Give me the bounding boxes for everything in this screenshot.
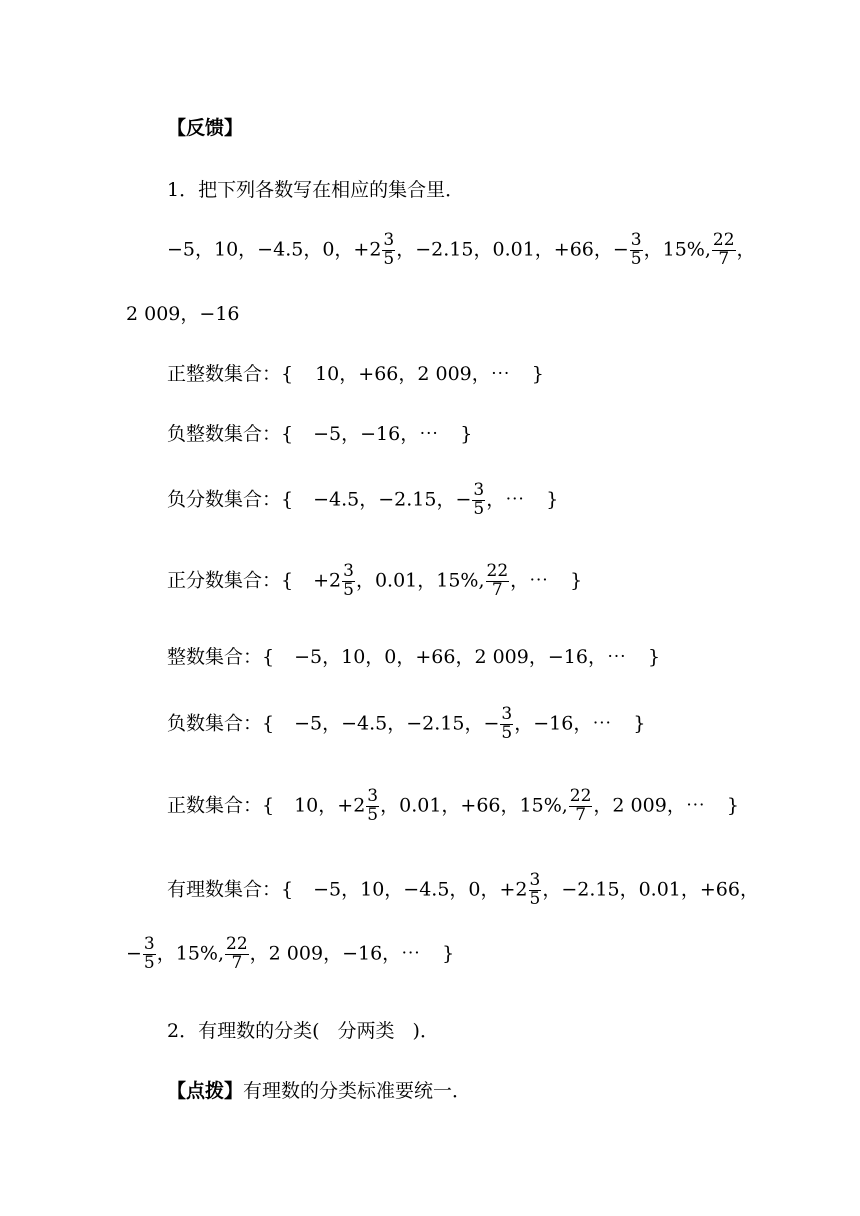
denominator: 5 [383,248,395,269]
set-content: ，0.01，+66，15%, [380,794,568,817]
numerator: 22 [712,230,735,250]
fraction [342,563,355,600]
denominator: 5 [343,579,354,600]
set-close: } [460,423,473,445]
fraction [366,788,379,825]
set-content: ，⋯ [486,488,525,511]
numerator: 3 [367,786,379,806]
set-close: } [726,794,739,817]
denominator: 7 [491,579,503,600]
set-positive-integers [167,365,544,384]
denominator: 5 [501,722,513,743]
numerator: 22 [486,561,509,581]
set-content: −5，10，−4.5，0，+2 [313,878,528,901]
list-text: ， [736,238,756,261]
denominator: 5 [630,248,642,269]
question-2-text: 2．有理数的分类( [167,1020,320,1042]
tip-text: 有理数的分类标准要统一． [243,1080,472,1102]
question-2 [167,1022,439,1041]
list-text: ，−2.15，0.01，+66，− [396,238,629,261]
set-content: −5，10，0，+66，2 009，−16，⋯ [294,646,626,668]
number-list-line-1 [167,232,756,269]
set-content: ，−2.15，0.01，+66， [542,878,759,901]
fraction [225,936,249,973]
numerator: 3 [630,230,642,250]
set-content: ，2 009，−16，⋯ [249,942,421,965]
tip [167,1082,471,1101]
answer-blank: 分两类 [337,1020,395,1042]
number-list-line-2: 2 009，−16 [126,303,240,325]
set-content: ，0.01，15%, [355,569,485,592]
set-close: } [531,363,544,385]
set-label: 正分数集合：{ [167,569,294,592]
denominator: 5 [473,498,485,519]
set-integers [167,648,660,667]
set-label: 整数集合：{ [167,646,275,668]
fraction [143,936,156,973]
set-close: } [647,646,661,668]
list-text: ，15%, [643,238,711,261]
denominator: 5 [367,804,379,825]
set-label: 正数集合：{ [167,794,275,817]
set-positives [167,788,739,825]
set-content: +2 [313,569,342,592]
set-label: 负分数集合：{ [167,488,294,511]
set-close: } [546,488,559,511]
set-content: ，⋯ [510,569,549,592]
fraction [529,872,542,909]
fraction [630,232,643,269]
numerator: 22 [226,934,248,954]
set-close: } [570,569,583,592]
set-close: } [633,712,646,735]
set-negatives [167,706,645,743]
set-content: ，2 009，⋯ [593,794,705,817]
question-2-close: )． [412,1020,439,1042]
fraction [486,563,510,600]
set-content: − [126,942,142,965]
set-rationals-line-2 [126,936,454,973]
fraction [712,232,736,269]
set-rationals-line-1 [167,872,759,909]
set-label: 负整数集合：{ [167,423,294,445]
numerator: 3 [383,230,395,250]
set-label: 正整数集合：{ [167,363,294,385]
tip-title: 【点拨】 [167,1080,244,1102]
set-content: 10，+66，2 009，⋯ [315,363,510,385]
fraction [569,788,593,825]
set-negative-fractions [167,482,558,519]
denominator: 5 [143,952,155,973]
set-content: −5，−4.5，−2.15，− [294,712,500,735]
numerator: 3 [143,934,155,954]
numerator: 3 [473,480,485,500]
fraction [500,706,513,743]
set-content: 10，+2 [294,794,366,817]
section-title-feedback: 【反馈】 [167,117,244,139]
set-positive-fractions [167,563,582,600]
set-content: ，15%, [156,942,225,965]
denominator: 7 [231,952,243,973]
denominator: 7 [718,248,730,269]
numerator: 3 [501,704,513,724]
denominator: 5 [529,888,541,909]
set-label: 负数集合：{ [167,712,275,735]
numerator: 22 [569,786,592,806]
numerator: 3 [343,561,354,581]
set-negative-integers [167,425,472,444]
set-content: ，−16，⋯ [514,712,612,735]
set-content: −4.5，−2.15，− [313,488,472,511]
numerator: 3 [529,870,541,890]
set-close: } [442,942,455,965]
set-content: −5，−16，⋯ [313,423,439,445]
fraction [382,232,395,269]
denominator: 7 [575,804,587,825]
fraction [472,482,485,519]
list-text: −5，10，−4.5，0，+2 [167,238,382,261]
set-label: 有理数集合：{ [167,878,294,901]
question-1-prompt: 1．把下列各数写在相应的集合里． [167,179,465,201]
